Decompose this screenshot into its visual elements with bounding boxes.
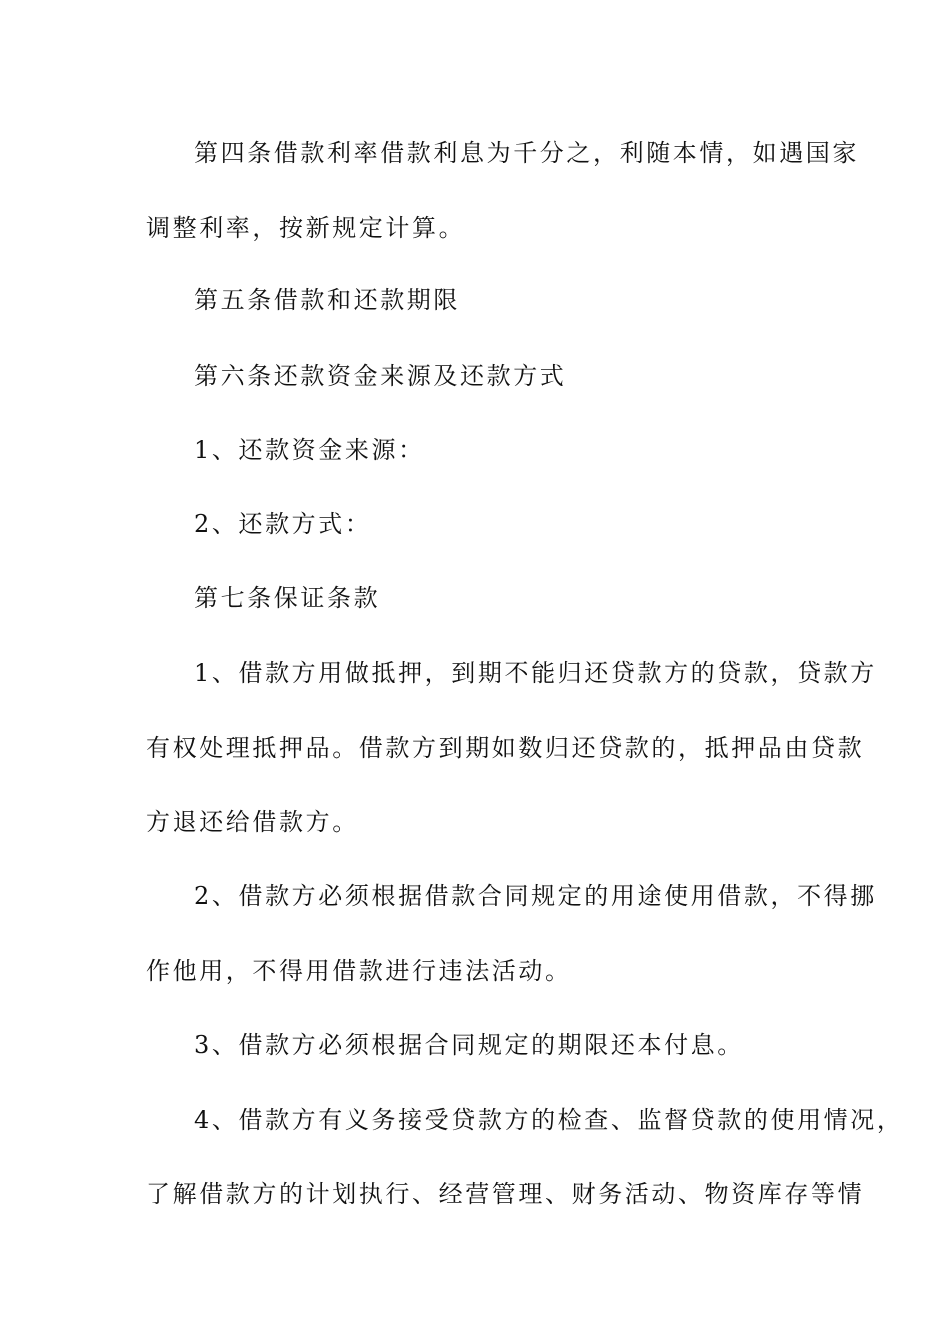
- clause-7-item-4-line-1: 4、借款方有义务接受贷款方的检查、监督贷款的使用情况，: [194, 1106, 904, 1134]
- clause-4-line-2: 调整利率，按新规定计算。: [146, 214, 466, 242]
- clause-7-item-2-line-1: 2、借款方必须根据借款合同规定的用途使用借款，不得挪: [194, 882, 877, 910]
- clause-7-item-2-line-2: 作他用，不得用借款进行违法活动。: [146, 957, 572, 985]
- clause-7-item-1-line-2: 有权处理抵押品。借款方到期如数归还贷款的，抵押品由贷款: [146, 734, 865, 762]
- clause-7-item-4-line-2: 了解借款方的计划执行、经营管理、财务活动、物资库存等情: [146, 1180, 865, 1208]
- clause-6-heading: 第六条还款资金来源及还款方式: [194, 362, 567, 390]
- clause-7-heading: 第七条保证条款: [194, 584, 381, 612]
- clause-7-item-3: 3、借款方必须根据合同规定的期限还本付息。: [194, 1031, 744, 1059]
- clause-6-item-1: 1、还款资金来源：: [194, 436, 425, 464]
- clause-5-heading: 第五条借款和还款期限: [194, 286, 460, 314]
- clause-7-item-1-line-3: 方退还给借款方。: [146, 808, 359, 836]
- clause-7-item-1-line-1: 1、借款方用做抵押，到期不能归还贷款方的贷款，贷款方: [194, 659, 877, 687]
- clause-6-item-2: 2、还款方式：: [194, 510, 372, 538]
- clause-4-line-1: 第四条借款利率借款利息为千分之，利随本情，如遇国家: [194, 139, 859, 167]
